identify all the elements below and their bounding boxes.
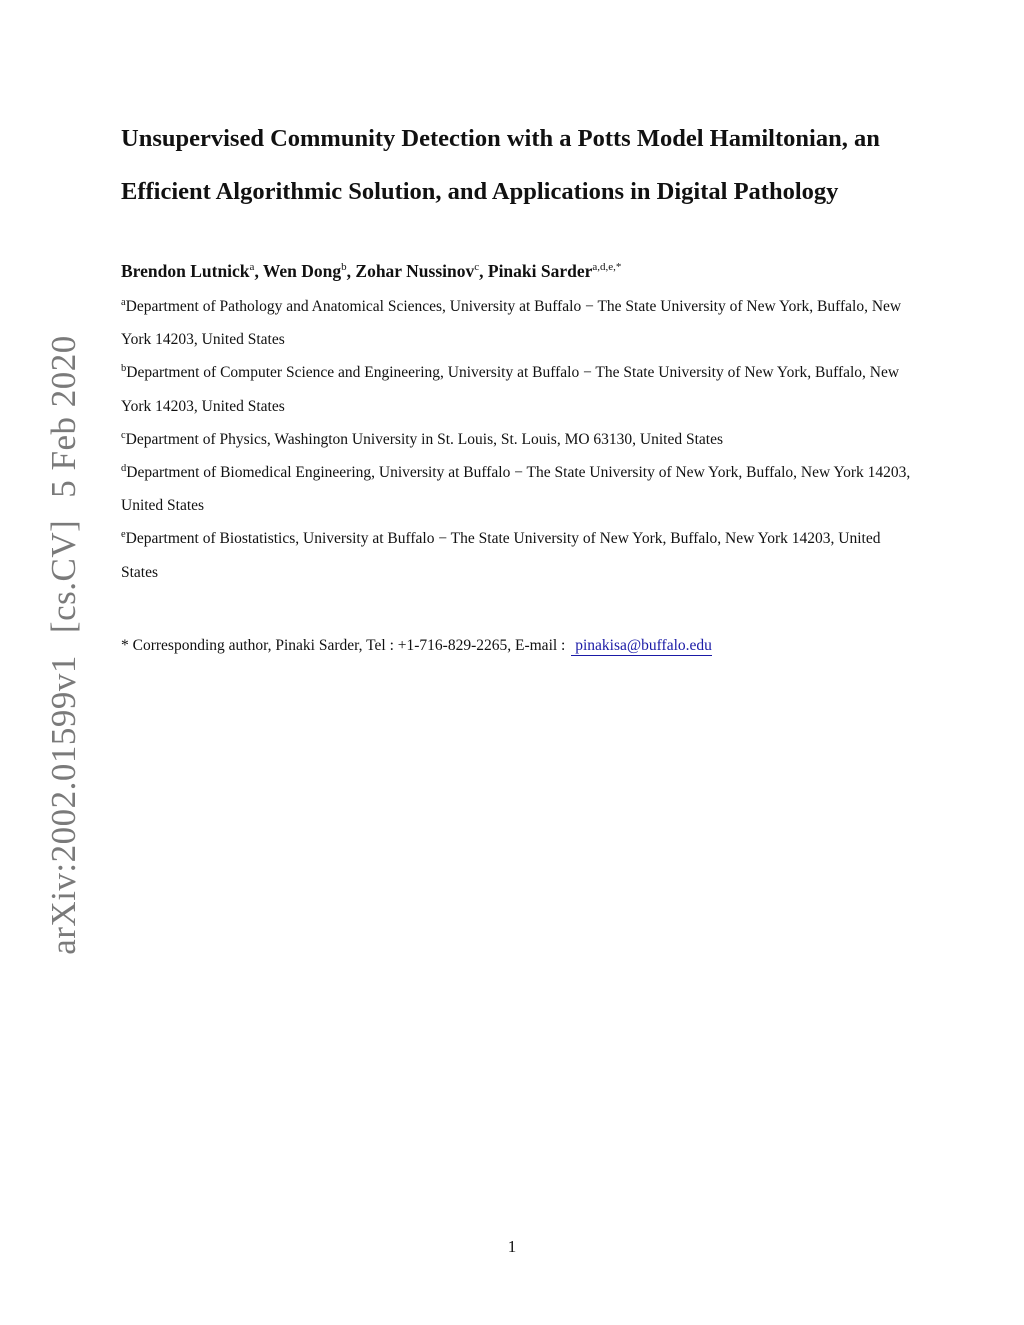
arxiv-date: 5 Feb 2020 — [44, 335, 83, 498]
author-affiliation-mark: a — [249, 261, 255, 273]
affiliation-mark: c — [121, 429, 126, 441]
author-affiliation-mark: a,d,e,* — [592, 261, 622, 273]
affiliation-mark: e — [121, 529, 126, 541]
arxiv-category: [cs.CV] — [44, 519, 83, 634]
author-separator: , — [254, 261, 263, 281]
paper-title: Unsupervised Community Detection with a Potts Model Hamiltonian, an Efficient Algorithmic Solution, and Applications in Digital Pathology — [121, 125, 880, 205]
page-number: 1 — [507, 1237, 517, 1256]
affiliation-mark: b — [121, 363, 127, 375]
corresponding-author-note — [121, 634, 911, 658]
author-affiliation-mark: c — [474, 261, 480, 273]
affiliation-mark: a — [121, 297, 126, 308]
author-name: Wen Dong — [262, 261, 342, 281]
affiliation-b — [121, 356, 911, 422]
author-affiliation-mark: b — [341, 261, 347, 273]
affiliation-d — [121, 456, 911, 522]
author — [121, 261, 263, 281]
author-name: Brendon Lutnick — [121, 261, 250, 281]
author — [355, 261, 487, 281]
affiliation-text: Department of Biomedical Engineering, University at Buffalo − The State University of New York, Buffalo, New York 14203, United States — [121, 464, 911, 515]
affiliation-mark: d — [121, 463, 127, 475]
affiliation-a — [121, 290, 911, 356]
affiliation-e — [121, 522, 911, 588]
affiliation-text: Department of Biostatistics, University at Buffalo − The State University of New York, Buffalo, New York 14203, United States — [121, 530, 881, 581]
author-separator: , — [346, 261, 356, 281]
affiliation-text: Department of Computer Science and Engineering, University at Buffalo − The State University of New York, Buffalo, New York 14203, United States — [121, 364, 900, 415]
author-list — [121, 259, 911, 283]
author-separator: , — [479, 261, 488, 281]
author — [488, 261, 622, 281]
affiliation-list — [121, 290, 911, 589]
affiliation-text: Department of Pathology and Anatomical Sciences, University at Buffalo − The State University of New York, Buffalo, New York 14203, United States — [121, 298, 902, 349]
affiliation-text: Department of Physics, Washington University in St. Louis, St. Louis, MO 63130, United States — [125, 430, 724, 448]
arxiv-stamp — [44, 335, 84, 955]
affiliation-c — [121, 423, 911, 456]
arxiv-identifier: arXiv:2002.01599v1 — [44, 655, 83, 955]
author-name: Pinaki Sarder — [487, 261, 593, 281]
correspondence-text: * Corresponding author, Pinaki Sarder, Tel : +1-716-829-2265, E-mail : — [121, 636, 566, 654]
author-name: Zohar Nussinov — [355, 261, 475, 281]
title-page — [121, 112, 911, 658]
author — [263, 261, 356, 281]
email-link[interactable]: pinakisa@buffalo.edu — [571, 637, 712, 656]
